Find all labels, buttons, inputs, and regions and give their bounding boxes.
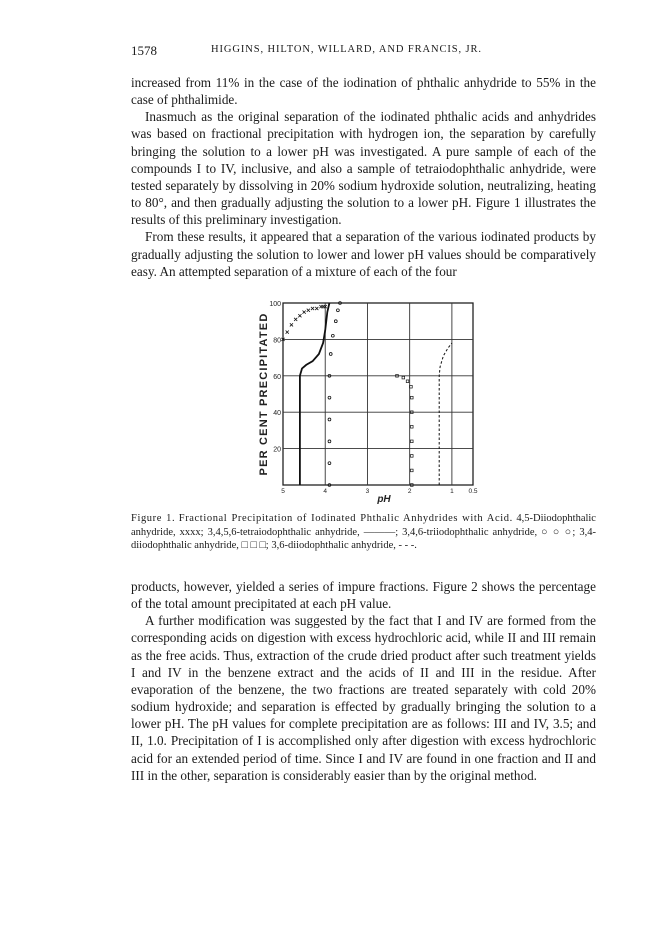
series-3-point-square (410, 425, 413, 428)
caption-label: Figure 1. (131, 513, 176, 524)
x-tick-label: 0.5 (468, 488, 478, 495)
series-2-point-circle (328, 440, 331, 443)
series-2-point-circle (336, 309, 339, 312)
x-tick-label: 3 (365, 488, 370, 495)
series-3-point-square (410, 440, 413, 443)
precipitation-chart (255, 295, 495, 505)
page-number: 1578 (131, 43, 157, 58)
paragraph-3: From these results, it appeared that a separation of the various iodinated products by gradually adjusting the solution to lower and lower pH values should be comparatively easy. An attempted separation of a mixture of each of the four (131, 229, 596, 279)
body-text-bottom (131, 578, 596, 784)
series-0-point-x (311, 307, 314, 310)
series-3-point-square (410, 455, 413, 458)
x-tick-label: 5 (281, 488, 285, 495)
running-head: HIGGINS, HILTON, WILLARD, AND FRANCIS, JR. (211, 44, 482, 55)
series-2-point-circle (329, 353, 332, 356)
y-axis-label: PER CENT PRECIPITATED (258, 312, 270, 476)
paragraph-5: A further modification was suggested by the fact that I and IV are formed from the corresponding acids on digestion with excess hydrochloric acid, while II and III remain as the free acids. Thus, extraction of the crude dried product after such treatment yields I and IV in the benzene extract and the acids of II and III in the residue. After evaporation of the benzene, the two fractions are treated separately with cold 20% sodium hydroxide; and separation is effected by gradually bringing the solution to a lower pH. The pH values for complete precipitation are as follows: III and IV, 3.5; and II, 1.0. Precipitation of I is accomplished only after digestion with excess hydrochloric acid for an extended period of time. Since I and IV are found in one fraction and II and III in the other, separation is considerably easier than by the original method. (131, 613, 596, 783)
series-3-point-square (410, 469, 413, 472)
y-tick-label: 80 (273, 337, 281, 345)
caption-title: Fractional Precipitation of Iodinated Phthalic Anhydrides with Acid. (178, 513, 513, 524)
series-3-point-square (406, 380, 409, 383)
series-0-point-x (298, 314, 301, 317)
x-tick-label: 4 (323, 488, 328, 495)
series-0-point-x (290, 323, 293, 326)
paragraph-4: products, however, yielded a series of impure fractions. Figure 2 shows the percentage of the total amount precipitated at each pH value. (131, 579, 596, 612)
series-4-line (439, 343, 452, 485)
series-0-point-x (315, 307, 318, 310)
series-2-point-circle (328, 462, 331, 465)
body-text-top (131, 74, 596, 280)
series-2-point-circle (331, 334, 334, 337)
x-tick-label: 2 (407, 488, 412, 495)
caption-legend: 4,5-Diiodophthalic anhydride, xxxx; 3,4,5,6-tetraiodophthalic anhydride, ———; 3,4,6-triiodophthalic anhydride, ○ ○ ○; 3,4-diiodophthalic anhydride, □ □ □; 3,6-diiodophthalic anhydride, - - -. (131, 513, 596, 552)
series-0-point-x (294, 318, 297, 321)
y-tick-label: 20 (273, 446, 281, 454)
series-3-point-square (410, 396, 413, 399)
x-tick-label: 1 (450, 488, 454, 495)
y-tick-label: 60 (273, 373, 281, 381)
paragraph-2: Inasmuch as the original separation of the iodinated phthalic acids and anhydrides was based on fractional precipitation with hydrogen ion, the separation by carefully bringing the solution to a lower pH was investigated. A pure sample of each of the compounds I to IV, inclusive, and also a sample of tetraiodophthalic anhydride, were tested separately by dissolving in 20% sodium hydroxide solution, neutralizing, heating to 80°, and then gradually adjusting the solution to a lower pH. Figure 1 illustrates the results of this preliminary investigation. (131, 109, 596, 228)
series-3-point-square (402, 376, 405, 379)
figure-caption (131, 512, 596, 553)
series-2-point-circle (328, 396, 331, 399)
plot-frame (283, 303, 473, 485)
series-2-point-circle (328, 418, 331, 421)
series-0-point-x (307, 309, 310, 312)
x-axis-label: pH (377, 494, 391, 505)
y-tick-label: 100 (269, 301, 281, 308)
y-tick-label: 40 (273, 410, 281, 418)
series-0-point-x (286, 331, 289, 334)
page-header (131, 43, 596, 59)
series-2-point-circle (334, 320, 337, 323)
series-0-point-x (303, 311, 306, 314)
figure-1 (255, 295, 495, 505)
paragraph-1: increased from 11% in the case of the iodination of phthalic anhydride to 55% in the case of phthalimide. (131, 75, 596, 108)
